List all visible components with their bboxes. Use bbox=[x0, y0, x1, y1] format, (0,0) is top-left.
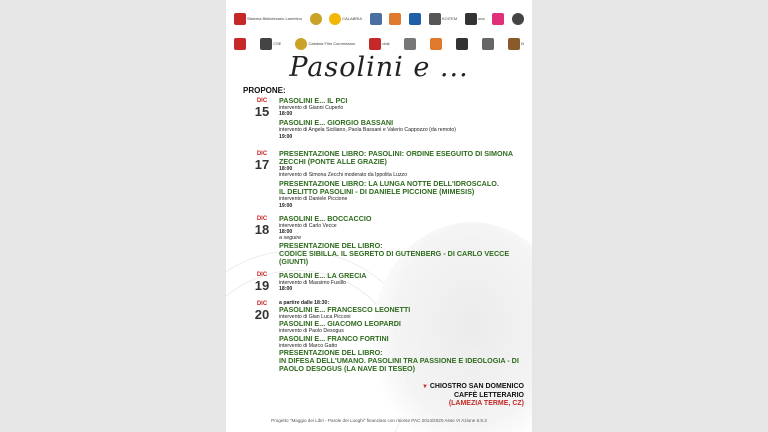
event-time: 18:00 bbox=[279, 286, 293, 293]
calabria-logo-mark bbox=[329, 13, 341, 25]
logo-4 bbox=[370, 13, 382, 25]
seal-logo-1 bbox=[310, 13, 322, 25]
event-title: PASOLINI E... FRANCESCO LEONETTI bbox=[279, 305, 411, 315]
ubik-logo-mark bbox=[369, 38, 381, 50]
logo-r2-1-mark bbox=[234, 38, 246, 50]
event-speaker: intervento di Daniele Piccione bbox=[279, 196, 348, 203]
date-month: DIC bbox=[256, 216, 268, 222]
event-title: CODICE SIBILLA. IL SEGRETO DI GUTENBERG - DI CARLO VECCE bbox=[279, 248, 510, 258]
biblioteca-logo-mark bbox=[234, 13, 246, 25]
date-day: 17 bbox=[254, 157, 270, 172]
event-speaker: intervento di Paolo Desogus bbox=[279, 328, 344, 335]
event-speaker: intervento di Carlo Vecce bbox=[279, 223, 337, 229]
cse-logo bbox=[260, 38, 281, 50]
seal-logo-2-mark bbox=[512, 13, 524, 25]
venue-block bbox=[422, 383, 524, 409]
event-speaker: intervento di Gianni Cuperlo bbox=[279, 105, 344, 111]
event-title: IN DIFESA DELL'UMANO. PASOLINI TRA PASSIONE E IDEOLOGIA - DI bbox=[279, 355, 519, 365]
event-block-17 bbox=[279, 150, 528, 209]
logo-7-mark bbox=[429, 13, 441, 25]
logo-r2-6-mark bbox=[430, 38, 442, 50]
b-logo-mark bbox=[508, 38, 520, 50]
event-poster bbox=[226, 0, 532, 432]
event-speaker: intervento di Angela Siciliano, Paola Bassani e Valerio Cappozzo (da remoto) bbox=[279, 127, 456, 134]
event-block-20 bbox=[279, 300, 528, 373]
date-month: DIC bbox=[256, 301, 268, 307]
calabria-logo-text: CALABRIA bbox=[342, 16, 363, 21]
event-speaker: intervento di Massimo Fusillo bbox=[279, 280, 346, 286]
logo-r2-8-mark bbox=[482, 38, 494, 50]
seal-logo-2 bbox=[512, 13, 524, 25]
b-logo bbox=[508, 38, 524, 50]
una-logo-mark bbox=[465, 13, 477, 25]
ubik-logo-text: ubik bbox=[382, 41, 390, 46]
poster-title: Pasolini e ... bbox=[289, 52, 469, 83]
logo-r2-1 bbox=[234, 38, 246, 50]
partner-logos-row-1 bbox=[234, 9, 524, 29]
event-time: 19:00 bbox=[279, 133, 293, 140]
event-block-15 bbox=[279, 97, 528, 140]
biblioteca-logo bbox=[234, 13, 302, 25]
date-month: DIC bbox=[256, 98, 268, 104]
ubik-logo bbox=[369, 38, 389, 50]
logo-6 bbox=[409, 13, 421, 25]
event-title: PASOLINI E... LA GRECIA bbox=[279, 271, 367, 280]
event-speaker: intervento di Simona Zecchi moderato da Ippolita Luzzo bbox=[279, 172, 408, 179]
event-block-18 bbox=[279, 215, 528, 266]
event-title: PAOLO DESOGUS (LA NAVE DI TESEO) bbox=[279, 363, 416, 373]
logo-r2-7 bbox=[456, 38, 468, 50]
calabria-logo bbox=[329, 13, 362, 25]
event-title: ZECCHI (PONTE ALLE GRAZIE) bbox=[279, 157, 387, 166]
event-time: 18:00 bbox=[279, 166, 293, 172]
funding-footer: Progetto "Maggio dei Libri - Parole dei Luoghi" finanziato con risorse PAC 2014/2020 Asse VI Azione 6.8.3 bbox=[271, 418, 487, 423]
partner-logos-row-2 bbox=[234, 36, 524, 52]
cse-logo-text: CSE bbox=[273, 41, 282, 46]
film-commission-logo bbox=[295, 38, 355, 50]
date-day: 20 bbox=[254, 307, 270, 322]
event-title: PRESENTAZIONE DEL LIBRO: bbox=[279, 240, 383, 250]
event-title: PASOLINI E... GIORGIO BASSANI bbox=[279, 118, 394, 128]
logo-r2-8 bbox=[482, 38, 494, 50]
venue-city: (LAMEZIA TERME, CZ) bbox=[448, 400, 524, 407]
colorful-logo-mark bbox=[492, 13, 504, 25]
una-logo-text: una bbox=[477, 16, 485, 21]
event-title: PRESENTAZIONE LIBRO: LA LUNGA NOTTE DELL'IDROSCALO. bbox=[279, 179, 499, 189]
event-title: PRESENTAZIONE LIBRO: PASOLINI: ORDINE ESEGUITO DI SIMONA bbox=[279, 149, 514, 158]
date-day: 19 bbox=[254, 278, 270, 293]
logo-r2-6 bbox=[430, 38, 442, 50]
event-title: IL DELITTO PASOLINI - DI DANIELE PICCIONE (MIMESIS) bbox=[279, 187, 475, 197]
date-badge bbox=[250, 301, 274, 321]
event-title: PASOLINI E... GIACOMO LEOPARDI bbox=[279, 319, 401, 329]
cse-logo-mark bbox=[260, 38, 272, 50]
venue-subtitle: CAFFÈ LETTERARIO bbox=[454, 391, 524, 399]
event-title: PASOLINI E... BOCCACCIO bbox=[279, 214, 372, 223]
date-badge bbox=[250, 216, 274, 236]
event-speaker: intervento di Marco Gatto bbox=[279, 342, 338, 349]
event-time: 18:00 bbox=[279, 229, 293, 236]
logo-r2-7-mark bbox=[456, 38, 468, 50]
event-title: PASOLINI E... FRANCO FORTINI bbox=[279, 333, 389, 343]
date-day: 18 bbox=[254, 222, 270, 237]
event-block-19 bbox=[279, 272, 528, 292]
event-note: a seguire bbox=[279, 235, 302, 242]
event-title: PRESENTAZIONE DEL LIBRO: bbox=[279, 347, 383, 357]
date-badge bbox=[250, 151, 274, 171]
date-badge bbox=[250, 98, 274, 118]
logo-7 bbox=[429, 13, 457, 25]
event-intro: a partire dalle 18:30: bbox=[279, 300, 330, 306]
b-logo-text: B bbox=[521, 41, 524, 46]
colorful-logo bbox=[492, 13, 504, 25]
event-speaker: intervento di Gian Luca Picconi bbox=[279, 314, 351, 321]
logo-7-text: KOITEM bbox=[441, 16, 458, 21]
logo-6-mark bbox=[409, 13, 421, 25]
date-month: DIC bbox=[256, 272, 268, 278]
event-title: PASOLINI E... IL PCI bbox=[279, 96, 348, 105]
logo-r2-5-mark bbox=[404, 38, 416, 50]
logo-r2-5 bbox=[404, 38, 416, 50]
location-pin-icon: ▼ bbox=[421, 384, 428, 390]
date-month: DIC bbox=[256, 151, 268, 157]
event-title: (GIUNTI) bbox=[279, 256, 309, 266]
biblioteca-logo-text: Sistema Bibliotecario Lametino bbox=[247, 16, 302, 21]
film-commission-logo-mark bbox=[295, 38, 307, 50]
logo-4-mark bbox=[370, 13, 382, 25]
seal-logo-1-mark bbox=[310, 13, 322, 25]
propone-heading: PROPONE: bbox=[243, 86, 286, 95]
una-logo bbox=[465, 13, 485, 25]
film-commission-logo-text: Calabria Film Commission bbox=[308, 41, 356, 46]
date-badge bbox=[250, 272, 274, 292]
event-time: 18:00 bbox=[279, 111, 293, 118]
hand-logo-mark bbox=[389, 13, 401, 25]
venue-name: CHIOSTRO SAN DOMENICO bbox=[429, 383, 524, 390]
hand-logo bbox=[389, 13, 401, 25]
date-day: 15 bbox=[254, 104, 270, 119]
event-time: 19:00 bbox=[279, 202, 293, 209]
